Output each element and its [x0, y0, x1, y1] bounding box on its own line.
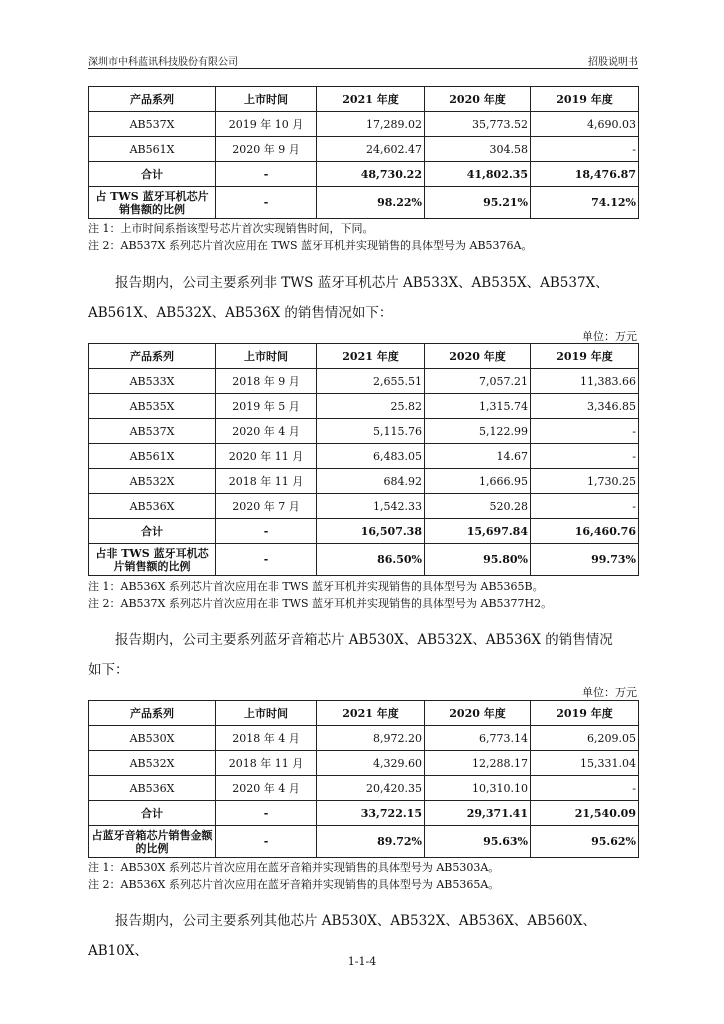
table-cell: 1,730.25	[531, 469, 639, 494]
table-cell: -	[216, 162, 317, 187]
column-header: 产品系列	[89, 344, 216, 369]
table-cell: 25.82	[317, 394, 425, 419]
table-row	[89, 112, 639, 137]
body-paragraph	[88, 625, 638, 685]
unit-label: 单位：万元	[582, 686, 637, 699]
table-row	[89, 776, 639, 801]
table-cell: -	[216, 519, 317, 544]
table-note: 注 2：AB536X 系列芯片首次应用在蓝牙音箱并实现销售的具体型号为 AB5365A。	[88, 878, 500, 891]
table-cell: 2020 年 4 月	[216, 419, 317, 444]
table-note: 注 1：AB536X 系列芯片首次应用在非 TWS 蓝牙耳机并实现销售的具体型号为 AB5365B。	[88, 580, 544, 593]
table-cell: 2018 年 4 月	[216, 726, 317, 751]
column-header: 2021 年度	[317, 87, 425, 112]
table-cell: -	[531, 137, 639, 162]
table-total-row	[89, 801, 639, 826]
column-header: 2019 年度	[531, 87, 639, 112]
table-ratio-row	[89, 826, 639, 858]
table-cell: 2019 年 5 月	[216, 394, 317, 419]
table-cell: 4,329.60	[317, 751, 425, 776]
table-header-row	[89, 87, 639, 112]
table-cell: AB561X	[89, 137, 216, 162]
table-cell: 520.28	[425, 494, 531, 519]
header-divider	[88, 68, 638, 69]
table-row	[89, 369, 639, 394]
table-cell: 2,655.51	[317, 369, 425, 394]
column-header: 产品系列	[89, 701, 216, 726]
table-ratio-row	[89, 544, 639, 576]
table-cell: AB536X	[89, 776, 216, 801]
page-header	[88, 53, 638, 67]
table-cell: 95.21%	[425, 187, 531, 219]
table-note: 注 2：AB537X 系列芯片首次应用在非 TWS 蓝牙耳机并实现销售的具体型号为 AB5377H2。	[88, 597, 553, 610]
speaker-sales-table	[88, 700, 639, 858]
table-cell: 3,346.85	[531, 394, 639, 419]
paragraph-line: 如下：	[88, 662, 129, 678]
table-row	[89, 751, 639, 776]
table-cell: 684.92	[317, 469, 425, 494]
table-cell: 6,483.05	[317, 444, 425, 469]
table-cell: 合计	[89, 519, 216, 544]
table-cell: 15,331.04	[531, 751, 639, 776]
table-cell: 2018 年 11 月	[216, 469, 317, 494]
table-cell: AB532X	[89, 751, 216, 776]
table-cell: 12,288.17	[425, 751, 531, 776]
table-cell: 21,540.09	[531, 801, 639, 826]
unit-label: 单位：万元	[582, 330, 637, 343]
table-cell: 2020 年 11 月	[216, 444, 317, 469]
table-cell: 5,115.76	[317, 419, 425, 444]
table-cell: 2018 年 11 月	[216, 751, 317, 776]
table-cell: 98.22%	[317, 187, 425, 219]
table-cell: 6,209.05	[531, 726, 639, 751]
table-row	[89, 469, 639, 494]
table-header-row	[89, 701, 639, 726]
table-cell: AB536X	[89, 494, 216, 519]
column-header: 2020 年度	[425, 701, 531, 726]
company-name: 深圳市中科蓝讯科技股份有限公司	[88, 57, 238, 68]
column-header: 2020 年度	[425, 344, 531, 369]
table-cell: AB530X	[89, 726, 216, 751]
table-cell: 14.67	[425, 444, 531, 469]
table-cell: 29,371.41	[425, 801, 531, 826]
column-header: 2021 年度	[317, 344, 425, 369]
page-number: 1-1-4	[347, 955, 377, 968]
table-cell: 11,383.66	[531, 369, 639, 394]
body-paragraph	[88, 268, 638, 328]
table-cell: 合计	[89, 162, 216, 187]
paragraph-line: 报告期内，公司主要系列蓝牙音箱芯片 AB530X、AB532X、AB536X 的销售情况	[115, 632, 613, 648]
table-cell: 15,697.84	[425, 519, 531, 544]
table-cell: 7,057.21	[425, 369, 531, 394]
table-cell: 89.72%	[317, 826, 425, 858]
table-row	[89, 494, 639, 519]
paragraph-line: 报告期内，公司主要系列其他芯片 AB530X、AB532X、AB536X、AB560X、AB10X、	[88, 913, 596, 959]
table-cell: 48,730.22	[317, 162, 425, 187]
paragraph-line: AB561X、AB532X、AB536X 的销售情况如下：	[88, 305, 393, 321]
table-cell: -	[531, 419, 639, 444]
table-cell: 2020 年 4 月	[216, 776, 317, 801]
document-type: 招股说明书	[588, 57, 638, 68]
table-cell: 2018 年 9 月	[216, 369, 317, 394]
column-header: 2019 年度	[531, 344, 639, 369]
table-cell: 4,690.03	[531, 112, 639, 137]
table-cell: 17,289.02	[317, 112, 425, 137]
table-cell: AB533X	[89, 369, 216, 394]
table-cell: -	[216, 544, 317, 576]
table-total-row	[89, 162, 639, 187]
table-cell: 1,542.33	[317, 494, 425, 519]
table-cell: 占 TWS 蓝牙耳机芯片销售额的比例	[89, 187, 216, 219]
table-cell: 1,666.95	[425, 469, 531, 494]
column-header: 上市时间	[216, 87, 317, 112]
table-cell: 95.62%	[531, 826, 639, 858]
table-cell: -	[531, 444, 639, 469]
table-cell: 95.63%	[425, 826, 531, 858]
table-cell: 合计	[89, 801, 216, 826]
table-cell: 8,972.20	[317, 726, 425, 751]
table-row	[89, 394, 639, 419]
paragraph-line: 报告期内，公司主要系列非 TWS 蓝牙耳机芯片 AB533X、AB535X、AB537X、	[115, 275, 609, 291]
table-cell: AB537X	[89, 112, 216, 137]
table-row	[89, 726, 639, 751]
column-header: 2020 年度	[425, 87, 531, 112]
table-cell: AB535X	[89, 394, 216, 419]
table-cell: 5,122.99	[425, 419, 531, 444]
table-note: 注 1：上市时间系指该型号芯片首次实现销售时间，下同。	[88, 222, 374, 235]
table-cell: 24,602.47	[317, 137, 425, 162]
table-cell: 41,802.35	[425, 162, 531, 187]
table-row	[89, 444, 639, 469]
table-cell: 1,315.74	[425, 394, 531, 419]
table-cell: 99.73%	[531, 544, 639, 576]
non-tws-sales-table	[88, 343, 639, 576]
table-cell: 20,420.35	[317, 776, 425, 801]
table-note: 注 1：AB530X 系列芯片首次应用在蓝牙音箱并实现销售的具体型号为 AB5303A。	[88, 861, 500, 874]
table-header-row	[89, 344, 639, 369]
table-cell: 2020 年 7 月	[216, 494, 317, 519]
table-cell: 16,460.76	[531, 519, 639, 544]
table-row	[89, 419, 639, 444]
table-cell: 33,722.15	[317, 801, 425, 826]
column-header: 产品系列	[89, 87, 216, 112]
table-cell: -	[531, 776, 639, 801]
table-row	[89, 137, 639, 162]
table-cell: AB532X	[89, 469, 216, 494]
table-cell: -	[216, 187, 317, 219]
tws-sales-table	[88, 86, 639, 219]
table-cell: 2019 年 10 月	[216, 112, 317, 137]
table-cell: 35,773.52	[425, 112, 531, 137]
table-cell: 86.50%	[317, 544, 425, 576]
table-cell: 6,773.14	[425, 726, 531, 751]
table-total-row	[89, 519, 639, 544]
table-cell: 占非 TWS 蓝牙耳机芯片销售额的比例	[89, 544, 216, 576]
table-cell: 18,476.87	[531, 162, 639, 187]
table-cell: 16,507.38	[317, 519, 425, 544]
table-cell: -	[216, 826, 317, 858]
table-cell: 占蓝牙音箱芯片销售金额的比例	[89, 826, 216, 858]
table-note: 注 2：AB537X 系列芯片首次应用在 TWS 蓝牙耳机并实现销售的具体型号为 AB5376A。	[88, 239, 533, 252]
table-cell: 304.58	[425, 137, 531, 162]
table-cell: -	[216, 801, 317, 826]
table-cell: AB537X	[89, 419, 216, 444]
table-cell: 95.80%	[425, 544, 531, 576]
table-cell: -	[531, 494, 639, 519]
table-cell: 74.12%	[531, 187, 639, 219]
column-header: 上市时间	[216, 344, 317, 369]
table-cell: AB561X	[89, 444, 216, 469]
table-cell: 2020 年 9 月	[216, 137, 317, 162]
column-header: 上市时间	[216, 701, 317, 726]
column-header: 2021 年度	[317, 701, 425, 726]
table-cell: 10,310.10	[425, 776, 531, 801]
column-header: 2019 年度	[531, 701, 639, 726]
table-ratio-row	[89, 187, 639, 219]
